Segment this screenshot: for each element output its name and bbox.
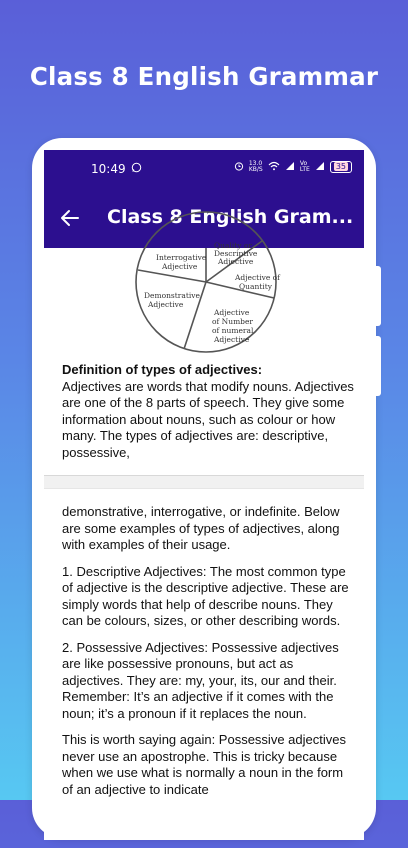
- pie-label-number: of numeral: [212, 326, 254, 335]
- page-divider: [44, 475, 364, 489]
- pie-label-descriptive: Adjective: [218, 257, 254, 266]
- pie-label-quantity: Quantity: [239, 282, 272, 291]
- pie-label-descriptive: Descriptive: [214, 249, 258, 258]
- phone-side-button: [376, 336, 381, 396]
- signal-icon: [315, 161, 325, 173]
- pie-label-number: Adjective: [214, 335, 250, 344]
- phone-screen: [44, 150, 364, 840]
- phone-frame: [32, 138, 376, 838]
- status-icons: [234, 161, 352, 173]
- pie-label-quantity: Adjective of: [235, 273, 280, 282]
- status-bar: [44, 150, 364, 190]
- whatsapp-icon: [131, 162, 142, 176]
- page-two-text: [62, 504, 354, 808]
- battery-level: 35: [335, 162, 346, 171]
- adjective-types-diagram: [132, 241, 282, 363]
- definition-heading: Definition of types of adjectives:: [62, 362, 263, 377]
- svg-text:DemonstrativeAdjective: [144, 291, 200, 309]
- wifi-icon: [268, 161, 280, 173]
- svg-text:Adjective ofQuantity: [234, 273, 281, 291]
- pie-label-interrogative: Interrogative: [156, 253, 207, 262]
- phone-side-button: [376, 266, 381, 326]
- app-bar-title: Class 8 English Gram...: [107, 206, 354, 228]
- page-one-text: [62, 362, 354, 461]
- arrow-left-icon[interactable]: [58, 206, 82, 230]
- pie-label-number: of Number: [212, 317, 254, 326]
- pie-label-number: Adjective: [214, 308, 250, 317]
- battery-indicator: [330, 161, 352, 173]
- promo-title: Class 8 English Grammar: [29, 62, 379, 91]
- svg-text:InterrogativeAdjective: [156, 253, 207, 271]
- paragraph: demonstrative, interrogative, or indefinite. Below are some examples of types of adjectives, along with examples of their usage.: [62, 504, 340, 552]
- status-time: 10:49: [91, 162, 126, 176]
- volte-label: Vo LTE: [299, 160, 310, 173]
- app-bar: [44, 190, 364, 248]
- pie-label-demonstrative: Demonstrative: [144, 291, 200, 300]
- pie-label-demonstrative: Adjective: [148, 300, 184, 309]
- definition-paragraph: Adjectives are words that modify nouns. Adjectives are one of the 8 parts of speech. They give some information about nouns, such as colour or how many. The types of adjectives are: descriptive, possessive,: [62, 378, 354, 460]
- pie-label-descriptive: Quality or: [214, 241, 252, 250]
- paragraph: 1. Descriptive Adjectives: The most common type of adjective is the descriptive adjective. These are simply words that help of describe nouns. They can be colours, sizes, or other describing words.: [62, 563, 349, 628]
- pie-label-interrogative: Adjective: [162, 262, 198, 271]
- content-scroll[interactable]: [44, 241, 364, 848]
- paragraph: This is worth saying again: Possessive adjectives never use an apostrophe. This is tricky because when we use what is normally a noun in the form of an adjective to indicate: [62, 732, 346, 797]
- svg-text:Adjectiveof Numberof numeralAd: [212, 308, 254, 344]
- alarm-icon: [234, 161, 244, 173]
- paragraph: 2. Possessive Adjectives: Possessive adjectives are like possessive pronouns, but act as adjectives. They are: my, your, its, our and their. Remember: It’s an adjective if it comes with the noun; it’s a pronoun if it replaces the noun.: [62, 639, 339, 721]
- net-speed: 13.0 KB/S: [248, 160, 263, 173]
- svg-text:Quality orDescriptiveAdjective: [214, 241, 258, 266]
- signal-icon: [285, 161, 295, 173]
